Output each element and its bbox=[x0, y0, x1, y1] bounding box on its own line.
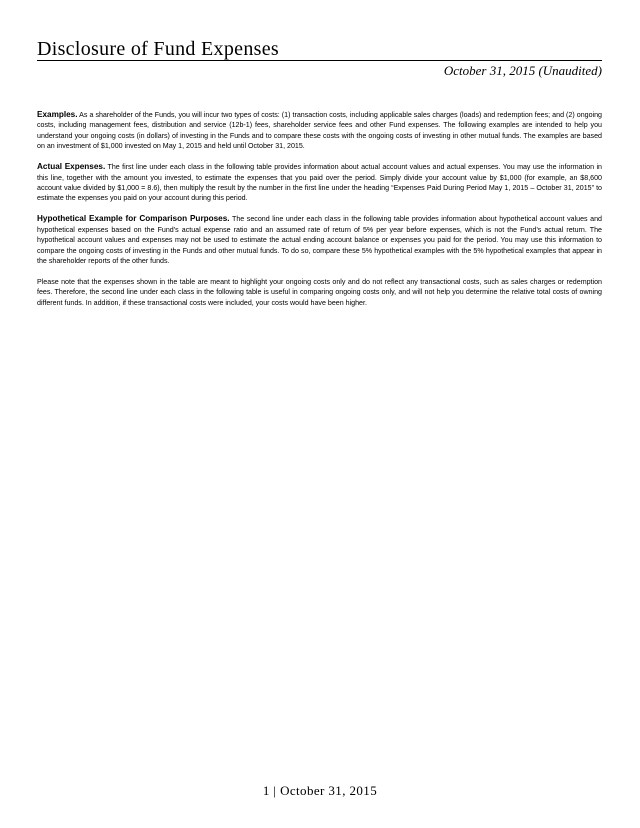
paragraph-lead: Examples. bbox=[37, 110, 78, 119]
title-divider bbox=[37, 60, 602, 61]
paragraph-hypothetical-example bbox=[37, 214, 602, 266]
paragraph-lead: Hypothetical Example for Comparison Purposes. bbox=[37, 214, 230, 224]
paragraph-lead: Actual Expenses. bbox=[37, 162, 106, 172]
paragraph-examples bbox=[37, 110, 602, 152]
paragraph-text: Please note that the expenses shown in the table are meant to highlight your ongoing costs only and do not reflect any transactional costs, such as sales charges or redemption fees. Therefore, the second line under each class in the following table is useful in comparing ongoing costs only, and will not help you determine the relative total costs of owning different funds. In addition, if these transactional costs were included, your costs would have been higher. bbox=[37, 278, 602, 307]
paragraph-actual-expenses bbox=[37, 162, 602, 204]
paragraph-text: The first line under each class in the following table provides information about actual account values and actual expenses. You may use the information in this line, together with the amount you invested, to estimate the expenses that you paid over the period. Simply divide your account value by $1,000 (for example, an $8,600 account value divided by $1,000 = 8.6), then multiply the result by the number in the first line under the heading “Expenses Paid During Period May 1, 2015 – October 31, 2015” to estimate the expenses you paid on your account during this period. bbox=[37, 163, 602, 203]
report-date: October 31, 2015 (Unaudited) bbox=[443, 63, 602, 78]
document-body bbox=[37, 110, 602, 319]
paragraph-text: The second line under each class in the following table provides information about hypothetical account values and hypothetical expenses based on the Fund’s actual expense ratio and an assumed rate of return of 5% per year before expenses, which is not the Fund’s actual return. The hypothetical account values and expenses may not be used to estimate the actual ending account balance or expenses you paid for the period. You may use this information to compare the ongoing costs of investing in the Funds and other mutual funds. To do so, compare these 5% hypothetical examples with the 5% hypothetical examples that appear in the shareholder reports of the other funds. bbox=[37, 215, 602, 266]
paragraph-note bbox=[37, 277, 602, 308]
page-footer: 1 | October 31, 2015 bbox=[262, 783, 378, 798]
page-title: Disclosure of Fund Expenses bbox=[37, 38, 279, 60]
paragraph-text: As a shareholder of the Funds, you will incur two types of costs: (1) transaction costs, including applicable sales charges (loads) and redemption fees; and (2) ongoing costs, including management fees, distribution and service (12b-1) fees, shareholder service fees and other Fund expenses. The following examples are intended to help you understand your ongoing costs (in dollars) of investing in the Funds and to compare these costs with the ongoing costs of investing in other mutual funds. The examples are based on an investment of $1,000 invested on May 1, 2015 and held until October 31, 2015. bbox=[37, 111, 602, 151]
